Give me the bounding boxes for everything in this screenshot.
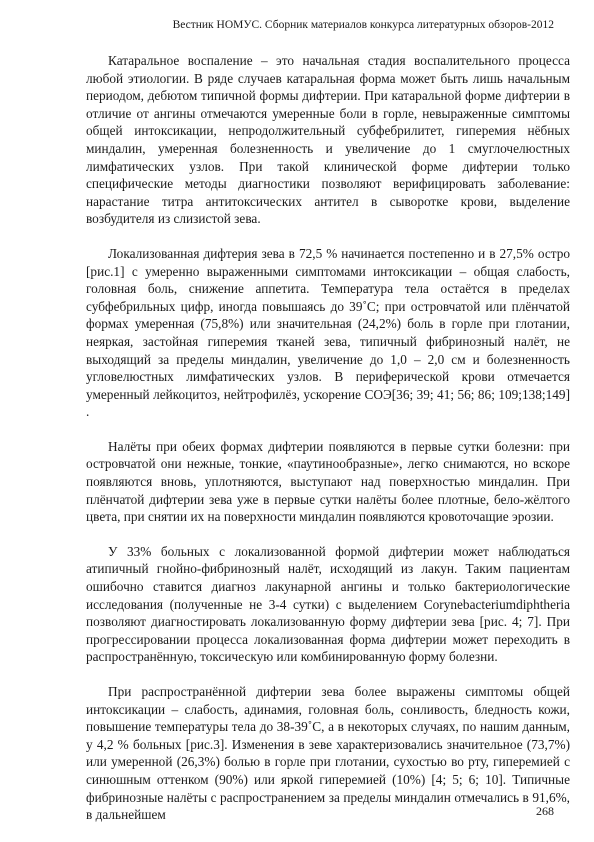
running-header: Вестник НОМУС. Сборник материалов конкурса литературных обзоров-2012: [172, 19, 554, 31]
paragraph-catarrhal-form: Катаральное воспаление – это начальная стадия воспалительного процесса любой этиологии. В ряде случаев катаральная форма может быть лишь начальным периодом, дебютом типичной формы дифтерии. При катаральной форме дифтерии в отличие от ангины отмечаются умеренные боли в горле, невыраженные симптомы общей интоксикации, непродолжительный субфебрилитет, гиперемия нёбных миндалин, умеренная болезненность и увеличение до 1 смуглочелюстных лимфатических узлов. При такой клинической форме дифтерии только специфические методы диагностики позволяют верифицировать заболевание: нарастание титра антитоксических антител в сыворотке крови, выделение возбудителя из слизистой зева.: [86, 53, 570, 227]
page-number: 268: [536, 804, 554, 818]
paragraph-widespread-form: При распространённой дифтерии зева более выражены симптомы общей интоксикации – слабость, адинамия, головная боль, сонливость, бледность кожи, повышение температуры тела до 38-39˚С, а в некоторых случаях, по нашим данным, у 4,2 % больных [рис.3]. Изменения в зеве характеризовались значительное (73,7%) или умеренной (26,3%) болью в горле при глотании, сухостью во рту, гиперемией с синюшным оттенком (90%) или яркой гиперемией (10%) [4; 5; 6; 10]. Типичные фибринозные налёты с распространением за пределы миндалин отмечались в 91,6%, в дальнейшем: [86, 684, 570, 823]
paragraph-atypical-membranes: У 33% больных с локализованной формой дифтерии может наблюдаться атипичный гнойно-фибринозный налёт, исходящий из лакун. Таким пациентам ошибочно ставится диагноз лакунарной ангины и только бактериологические исследования (полученные не 3-4 сутки) с выделением Corynebacteriumdiphtheria позволяют диагностировать локализованную форму дифтерии зева [рис. 4; 7]. При прогрессировании процесса локализованная форма дифтерии может переходить в распространённую, токсическую или комбинированную форму болезни.: [86, 543, 570, 665]
paragraph-membranes: Налёты при обеих формах дифтерии появляются в первые сутки болезни: при островчатой они нежные, тонкие, «паутинообразные», легко снимаются, но вскоре появляются вновь, уплотняются, выступают над поверхностью миндалин. При плёнчатой дифтерии зева уже в первые сутки налёты более плотные, бело-жёлтого цвета, при снятии их на поверхности миндалин появляются кровоточащие эрозии.: [86, 438, 570, 525]
paragraph-localized-form: Локализованная дифтерия зева в 72,5 % начинается постепенно и в 27,5% остро [рис.1] с умеренно выраженными симптомами интоксикации – общая слабость, головная боль, снижение аппетита. Температура тела остаётся в пределах субфебрильных цифр, иногда повышаясь до 39˚С; при островчатой или плёнчатой формах умеренная (75,8%) или значительная (24,2%) боль в горле при глотании, неяркая, застойная гиперемия тканей зева, типичный фибринозный налёт, не выходящий за пределы миндалин, увеличение до 1,0 – 2,0 см и болезненность угловелюстных лимфатических узлов. В периферической крови отмечается умеренный лейкоцитоз, нейтрофилёз, ускорение СОЭ[36; 39; 41; 56; 86; 109;138;149] .: [86, 245, 570, 420]
article-body: [86, 52, 570, 841]
